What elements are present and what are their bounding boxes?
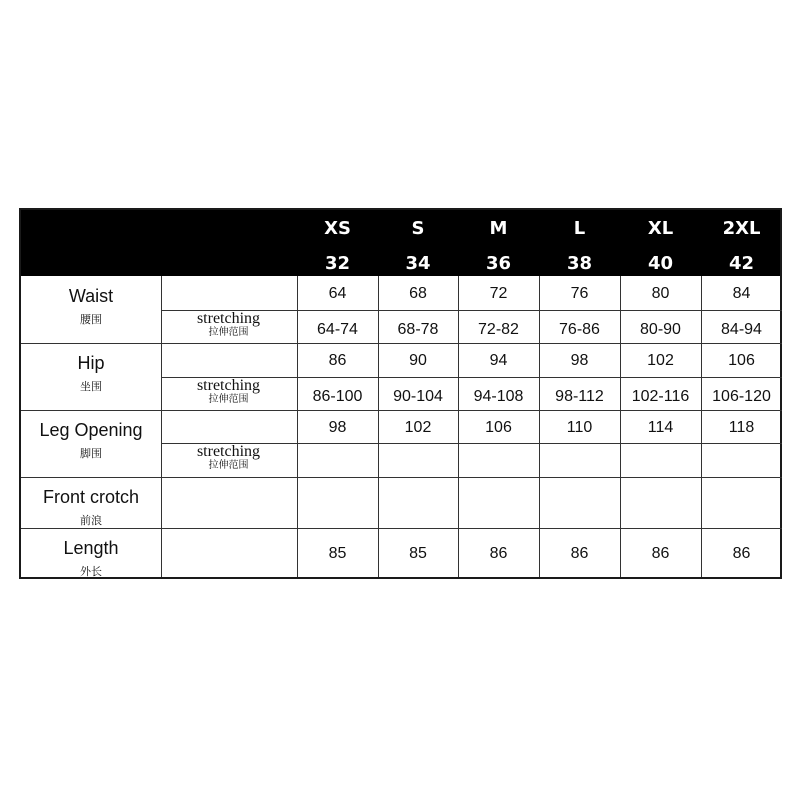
stretch-value-cell: 76-86: [559, 320, 600, 338]
size-number: 36: [485, 253, 512, 274]
value-cell: 110: [566, 418, 593, 436]
value-cell: 98: [570, 352, 589, 369]
stretch-value-cell: 98-112: [555, 387, 604, 405]
row-label-en: Leg Opening: [39, 420, 143, 440]
stretch-value-cell: 64-74: [317, 320, 358, 338]
size-header-2: [458, 210, 539, 276]
value-cell: 90: [409, 352, 427, 369]
value-cell: 106: [728, 352, 755, 369]
size-number: 40: [647, 253, 674, 274]
stretch-value-cell: 84-94: [721, 320, 762, 338]
row-label-cn: 脚围: [80, 448, 102, 460]
value-cell: 80: [651, 285, 670, 302]
stretching-label-en: stretching: [196, 443, 261, 460]
value-cell: 64: [328, 285, 347, 302]
row-divider: [21, 410, 782, 411]
row-label-en: Hip: [77, 353, 105, 373]
size-number: 34: [405, 253, 431, 274]
stretching-label-cn: 拉伸范围: [208, 327, 249, 338]
size-header-5: [701, 210, 782, 276]
size-number: 42: [728, 253, 755, 274]
value-cell: 86: [570, 544, 589, 562]
stretching-label: [161, 378, 296, 405]
size-header-0: [297, 210, 378, 276]
stretch-value-cell: 86-100: [312, 387, 363, 405]
row-label: [21, 286, 161, 327]
size-label: L: [573, 218, 586, 239]
row-label: [21, 420, 161, 461]
row-label-cn: 外长: [80, 566, 102, 578]
value-cell: 72: [489, 285, 508, 302]
size-label: M: [489, 218, 508, 239]
size-label: XL: [647, 218, 674, 239]
stretch-value-cell: 72-82: [478, 320, 519, 338]
value-cell: 76: [570, 285, 589, 302]
stretch-value-cell: 68-78: [397, 320, 439, 338]
row-divider: [21, 343, 782, 344]
size-label: S: [411, 218, 425, 239]
stretch-value-cell: 106-120: [712, 387, 771, 405]
value-cell: 86: [489, 544, 508, 562]
size-number: 32: [324, 253, 351, 274]
value-cell: 102: [404, 418, 432, 436]
value-cell: 98: [328, 418, 347, 436]
value-cell: 102: [647, 352, 674, 369]
stretch-value-cell: 80-90: [640, 320, 681, 338]
value-cell: 94: [489, 352, 508, 369]
row-divider: [21, 528, 782, 529]
size-number: 38: [566, 253, 593, 274]
value-cell: 68: [409, 285, 427, 302]
value-cell: 85: [409, 544, 427, 562]
value-cell: 86: [328, 352, 347, 369]
row-label: [21, 538, 161, 579]
row-label-cn: 腰围: [80, 314, 102, 326]
stretching-label-en: stretching: [196, 377, 261, 394]
value-cell: 84: [732, 285, 751, 302]
value-cell: 118: [728, 418, 755, 436]
stretch-value-cell: 90-104: [393, 387, 443, 405]
stretching-label-cn: 拉伸范围: [208, 394, 249, 405]
stretch-value-cell: 94-108: [473, 387, 524, 405]
value-cell: 114: [647, 418, 674, 436]
row-label-cn: 坐围: [80, 381, 102, 393]
row-label-en: Waist: [68, 286, 114, 306]
size-header-4: [620, 210, 701, 276]
row-label: [21, 487, 161, 528]
row-divider: [21, 477, 782, 478]
size-header-row: [21, 210, 780, 276]
stretching-label-cn: 拉伸范围: [208, 460, 249, 471]
size-label: 2XL: [722, 218, 761, 239]
stretch-value-cell: 102-116: [631, 387, 690, 405]
value-cell: 106: [485, 418, 512, 436]
row-label-cn: 前浪: [80, 515, 102, 527]
stretching-label-en: stretching: [196, 310, 261, 327]
stretching-label: [161, 311, 296, 338]
row-label-en: Front crotch: [42, 487, 140, 507]
row-label: [21, 353, 161, 394]
value-cell: 85: [328, 544, 347, 562]
value-cell: 86: [651, 544, 670, 562]
row-label-en: Length: [63, 538, 119, 558]
size-chart-table: [19, 208, 782, 579]
size-label: XS: [324, 218, 351, 239]
stretching-label: [161, 444, 296, 471]
size-header-3: [539, 210, 620, 276]
size-header-1: [378, 210, 458, 276]
value-cell: 86: [732, 544, 751, 562]
